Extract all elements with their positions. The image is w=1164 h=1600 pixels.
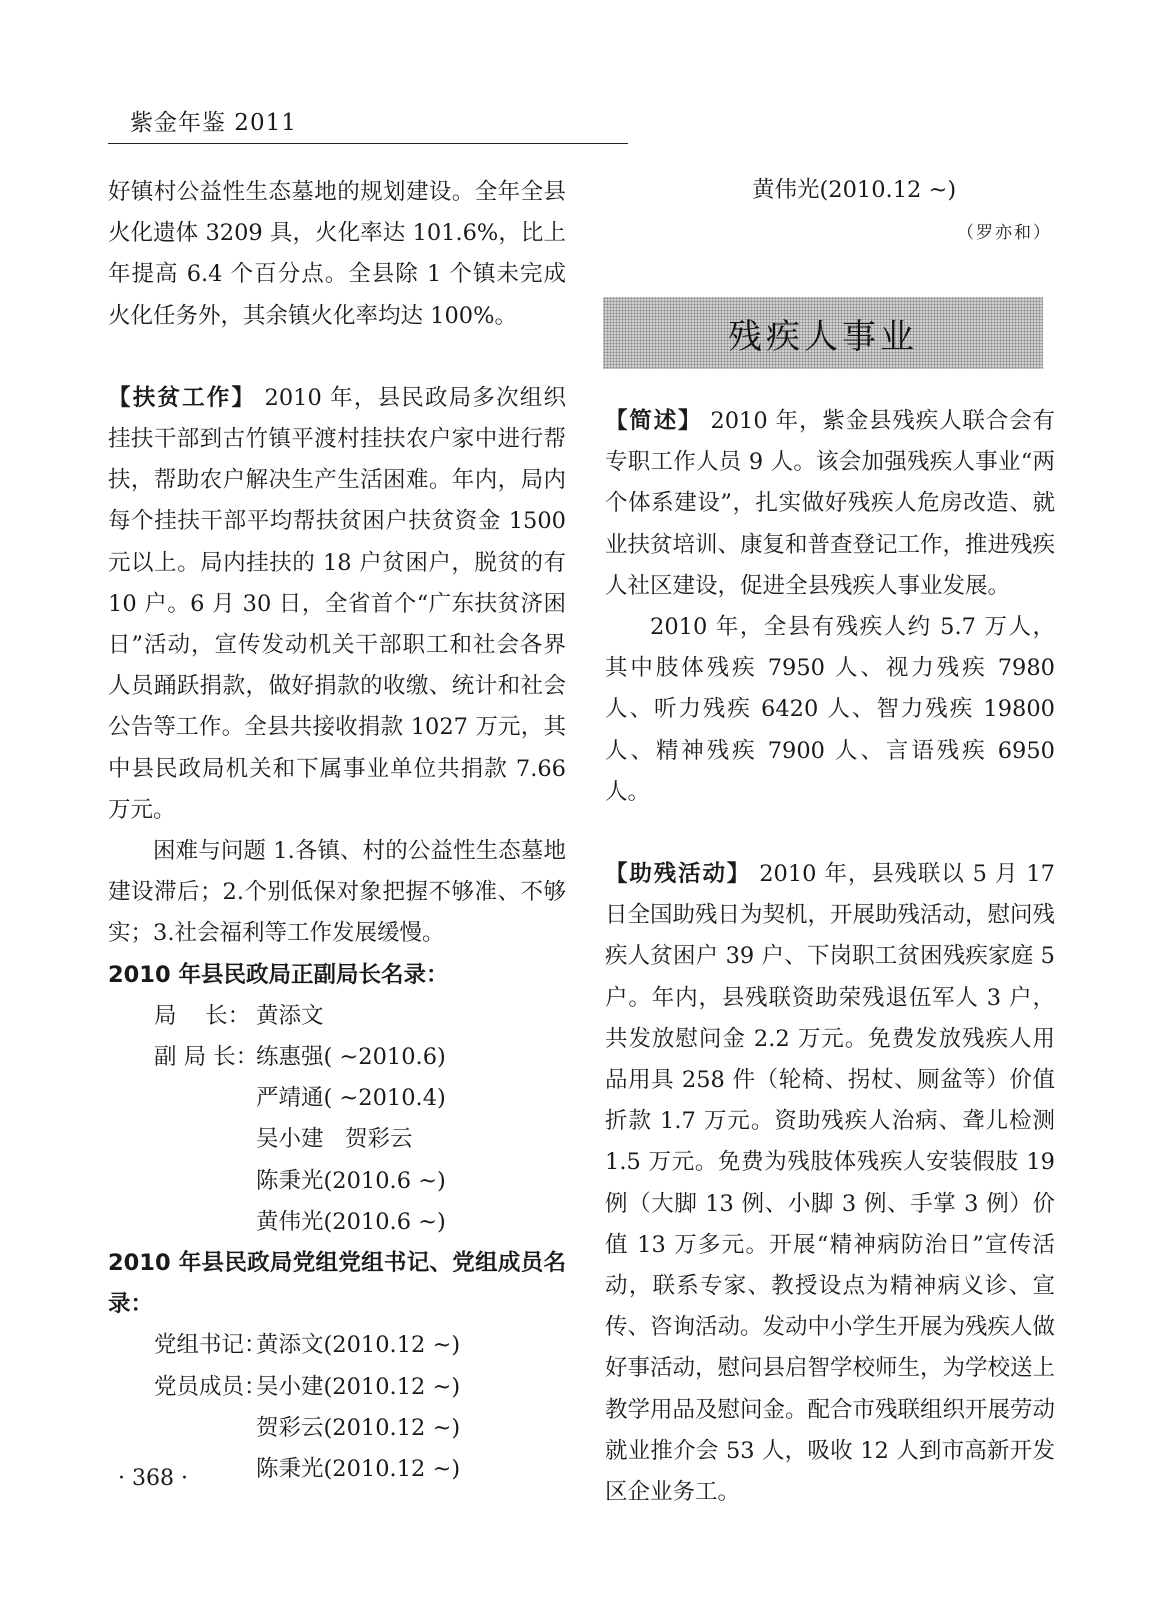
- poverty-paragraph: [108, 378, 566, 831]
- page-number: · 368 ·: [118, 1466, 188, 1491]
- poverty-text: 2010 年，县民政局多次组织挂扶干部到古竹镇平渡村挂扶农户家中进行帮扶，帮助农户解决生产生活困难。年内，局内每个挂扶干部平均帮扶贫困户扶贫资金 1500 元以上。局内挂扶的 18 户贫困户，脱贫的有 10 户。6 月 30 日，全省首个“广东扶贫济困日”活动，宣传发动机关干部职工和社会各界人员踊跃捐款，做好捐款的收缴、统计和社会公告等工作。全县共接收捐款 1027 万元，其中县民政局机关和下属事业单位共捐款 7.66 万元。: [108, 384, 566, 823]
- stats-paragraph: 2010 年，全县有残疾人约 5.7 万人，其中肢体残疾 7950 人、视力残疾 7980 人、听力残疾 6420 人、智力残疾 19800 人、精神残疾 7900 人、言语残疾 6950 人。: [605, 614, 1055, 805]
- summary-paragraph: [605, 401, 1055, 607]
- poverty-tag: 【扶贫工作】: [108, 384, 257, 411]
- spacer: [605, 813, 1055, 854]
- cremation-paragraph: 好镇村公益性生态墓地的规划建设。全年全县火化遗体 3209 具，火化率达 101.6%，比上年提高 6.4 个百分点。全县除 1 个镇未完成火化任务外，其余镇火化率均达 100%。: [108, 179, 566, 329]
- deputy-line: 黄伟光(2010.6 ~): [256, 1208, 446, 1235]
- member-value: 吴小建(2010.12 ~): [256, 1373, 461, 1400]
- party-heading: 2010 年县民政局党组党组书记、党组成员名录：: [108, 1250, 566, 1318]
- aid-text: 2010 年，县残联以 5 月 17 日全国助残日为契机，开展助残活动，慰问残疾人贫困户 39 户、下岗职工贫困残疾家庭 5 户。年内，县残联资助荣残退伍军人 3 户，共发放慰问金 2.2 万元。免费发放残疾人用品用具 258 件（轮椅、拐杖、厕盆等）价值折款 1.7 万元。资助残疾人治病、聋儿检测 1.5 万元。免费为残肢体残疾人安装假肢 19 例（大脚 13 例、小脚 3 例、手掌 3 例）价值 13 万多元。开展“精神病防治日”宣传活动，联系专家、教授设点为精神病义诊、宣传、咨询活动。发动中小学生开展为残疾人做好事活动，慰问县启智学校师生，为学校送上教学用品及慰问金。配合市残联组织开展劳动就业推介会 53 人，吸收 12 人到市高新开发区企业务工。: [605, 861, 1056, 1506]
- header-rule: [108, 143, 628, 144]
- section-banner: [603, 297, 1043, 369]
- deputy-line: 严靖通( ~2010.4): [256, 1085, 446, 1112]
- running-header: 紫金年鉴 2011: [130, 110, 297, 136]
- director-value: 黄添文: [256, 1002, 324, 1029]
- secretary-line: [108, 1325, 566, 1366]
- aid-tag: 【助残活动】: [605, 861, 752, 888]
- member-line: 陈秉光(2010.12 ~): [256, 1456, 461, 1483]
- secretary-key: 党组书记：: [154, 1332, 267, 1359]
- problems-paragraph: 困难与问题 1.各镇、村的公益性生态墓地建设滞后；2.个别低保对象把握不够准、不够实；3.社会福利等工作发展缓慢。: [108, 838, 566, 947]
- members-key: 党员成员：: [154, 1373, 267, 1400]
- aid-paragraph: [605, 854, 1055, 1513]
- continued-name: 黄伟光(2010.12 ~): [752, 177, 957, 203]
- left-column: [108, 172, 566, 1490]
- deputy-key: 副 局 长：: [154, 1044, 259, 1071]
- author-credit: （罗亦和）: [957, 223, 1052, 243]
- summary-tag: 【简述】: [605, 408, 703, 434]
- bureau-heading: 2010 年县民政局正副局长名录：: [108, 961, 449, 988]
- member-line: 贺彩云(2010.12 ~): [256, 1414, 461, 1441]
- secretary-value: 黄添文(2010.12 ~): [256, 1332, 461, 1359]
- right-column: [605, 401, 1055, 1513]
- deputy-line: [108, 1037, 566, 1078]
- director-key: 局 长：: [154, 1002, 251, 1029]
- member-line: [108, 1367, 566, 1408]
- deputy-line: 吴小建 贺彩云: [256, 1126, 413, 1153]
- section-title: 残疾人事业: [728, 316, 918, 357]
- director-line: [108, 996, 566, 1037]
- summary-text: 2010 年，紫金县残疾人联合会有专职工作人员 9 人。该会加强残疾人事业“两个体系建设”，扎实做好残疾人危房改造、就业扶贫培训、康复和普查登记工作，推进残疾人社区建设，促进全县残疾人事业发展。: [605, 408, 1056, 599]
- deputy-line: 陈秉光(2010.6 ~): [256, 1167, 446, 1194]
- spacer: [108, 337, 566, 378]
- deputy-value: 练惠强( ~2010.6): [256, 1044, 446, 1071]
